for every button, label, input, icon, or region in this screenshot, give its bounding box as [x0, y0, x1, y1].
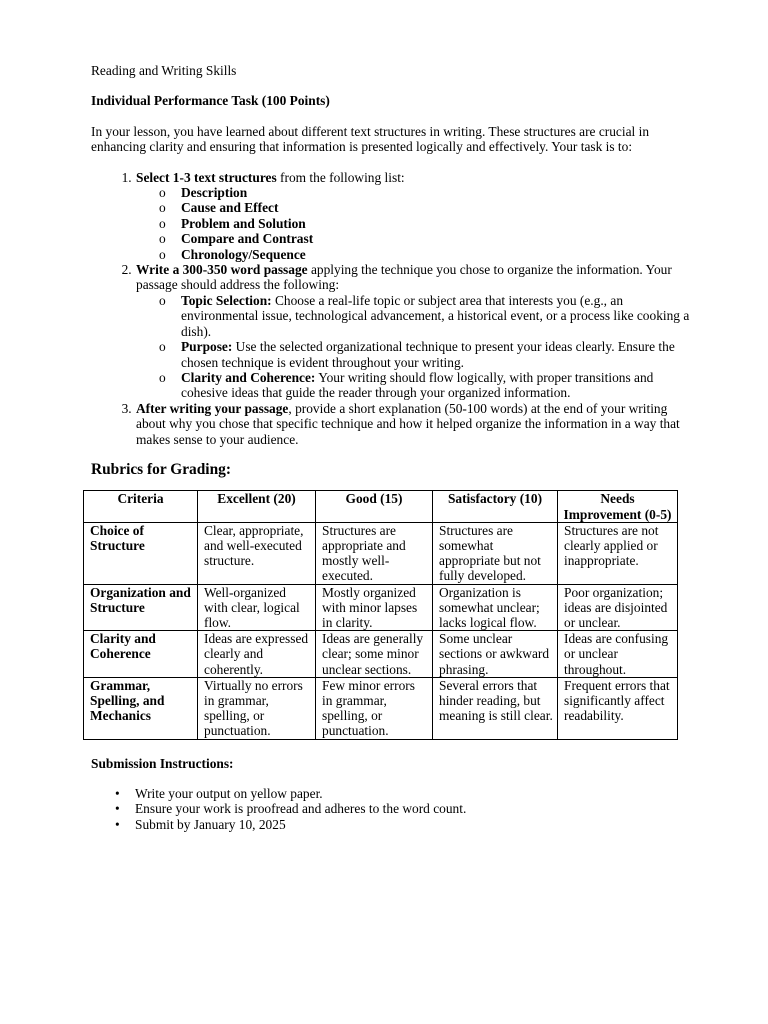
task-steps — [91, 170, 691, 447]
column-header: Good (15) — [316, 491, 433, 522]
step-2-text: applying the technique you chose to organize the information. Your passage should address the following: — [136, 262, 672, 293]
option-item: o Chronology/Sequence — [159, 246, 306, 262]
table-cell: Organization is somewhat unclear; lacks logical flow. — [433, 584, 558, 631]
step-2 — [135, 262, 691, 401]
requirement-item: o Purpose: Use the selected organizational technique to present your ideas clearly. Ensure the chosen technique is evident throughout your writing. — [159, 339, 675, 370]
circle-bullet-icon: o — [159, 339, 166, 355]
circle-bullet-icon: o — [159, 185, 166, 201]
column-header: Excellent (20) — [198, 491, 316, 522]
column-header: Needs Improvement (0-5) — [558, 491, 678, 522]
submission-item: • Ensure your work is proofread and adheres to the word count. — [115, 801, 467, 817]
submission-item: • Write your output on yellow paper. — [115, 786, 323, 801]
option-item: o Description — [159, 185, 248, 201]
circle-bullet-icon: o — [159, 369, 166, 385]
table-cell: Ideas are expressed clearly and coherently. — [198, 631, 316, 678]
table-cell: Structures are appropriate and mostly well-executed. — [316, 522, 433, 584]
step-3-lead: After writing your passage — [136, 400, 289, 416]
submission-title: Submission Instructions: — [91, 755, 234, 771]
step-3 — [135, 401, 691, 447]
table-cell: Virtually no errors in grammar, spelling, or punctuation. — [198, 677, 316, 739]
bullet-icon: • — [115, 801, 120, 817]
table-row — [84, 522, 678, 584]
requirement-item: o Clarity and Coherence: Your writing should flow logically, with proper transitions and cohesive ideas that guide the reader through your organized information. — [159, 369, 654, 401]
criteria-cell: Grammar, Spelling, and Mechanics — [84, 677, 198, 739]
option-item: o Cause and Effect — [159, 200, 279, 216]
table-cell: Structures are somewhat appropriate but not fully developed. — [433, 522, 558, 584]
task-title: Individual Performance Task (100 Points) — [91, 93, 330, 109]
course-title: Reading and Writing Skills — [91, 63, 237, 78]
bullet-icon: • — [115, 786, 120, 801]
circle-bullet-icon: o — [159, 231, 166, 247]
table-row — [84, 677, 678, 739]
option-item: o Problem and Solution — [159, 215, 306, 231]
table-cell: Poor organization; ideas are disjointed or unclear. — [558, 584, 678, 631]
circle-bullet-icon: o — [159, 292, 166, 308]
table-row — [84, 584, 678, 631]
rubric-heading: Rubrics for Grading: — [91, 460, 231, 478]
table-row — [84, 631, 678, 678]
bullet-icon: • — [115, 816, 120, 832]
document-page — [91, 63, 691, 832]
option-item: o Compare and Contrast — [159, 231, 314, 247]
passage-requirements — [136, 293, 691, 401]
table-cell: Some unclear sections or awkward phrasing. — [433, 631, 558, 678]
step-1-lead: Select 1-3 text structures — [136, 169, 277, 185]
requirement-item: o Topic Selection: Choose a real-life topic or subject area that interests you (e.g., an environmental issue, technological advancement, a historical event, or a process like cooking a dish). — [159, 292, 690, 339]
table-cell: Few minor errors in grammar, spelling, or punctuation. — [316, 677, 433, 739]
table-cell: Ideas are confusing or unclear throughout. — [558, 631, 678, 678]
intro-paragraph: In your lesson, you have learned about different text structures in writing. These structures are crucial in enhancing clarity and ensuring that information is presented logically and effectively. Your task is to: — [91, 123, 650, 155]
column-header: Criteria — [84, 491, 198, 522]
table-cell: Mostly organized with minor lapses in clarity. — [316, 584, 433, 631]
step-3-text: , provide a short explanation (50-100 words) at the end of your writing about why you chose that specific technique and how it helped organize the information in a way that makes sense to your audience. — [136, 400, 680, 447]
step-1-text: from the following list: — [276, 169, 405, 185]
criteria-cell: Clarity and Coherence — [84, 631, 198, 678]
table-cell: Structures are not clearly applied or inappropriate. — [558, 522, 678, 584]
step-1 — [135, 170, 691, 262]
circle-bullet-icon: o — [159, 215, 166, 231]
submission-item: • Submit by January 10, 2025 — [115, 816, 286, 832]
table-cell: Several errors that hinder reading, but meaning is still clear. — [433, 677, 558, 739]
table-cell: Ideas are generally clear; some minor unclear sections. — [316, 631, 433, 678]
criteria-cell: Choice of Structure — [84, 522, 198, 584]
submission-list — [91, 786, 691, 832]
circle-bullet-icon: o — [159, 246, 166, 262]
criteria-cell: Organization and Structure — [84, 584, 198, 631]
circle-bullet-icon: o — [159, 200, 166, 216]
rubric-table — [83, 490, 678, 739]
table-cell: Well-organized with clear, logical flow. — [198, 584, 316, 631]
structure-options — [136, 185, 691, 262]
table-cell: Frequent errors that significantly affect readability. — [558, 677, 678, 739]
step-2-lead: Write a 300-350 word passage — [136, 262, 308, 278]
rubric-header-row — [84, 491, 678, 522]
column-header: Satisfactory (10) — [433, 491, 558, 522]
table-cell: Clear, appropriate, and well-executed structure. — [198, 522, 316, 584]
